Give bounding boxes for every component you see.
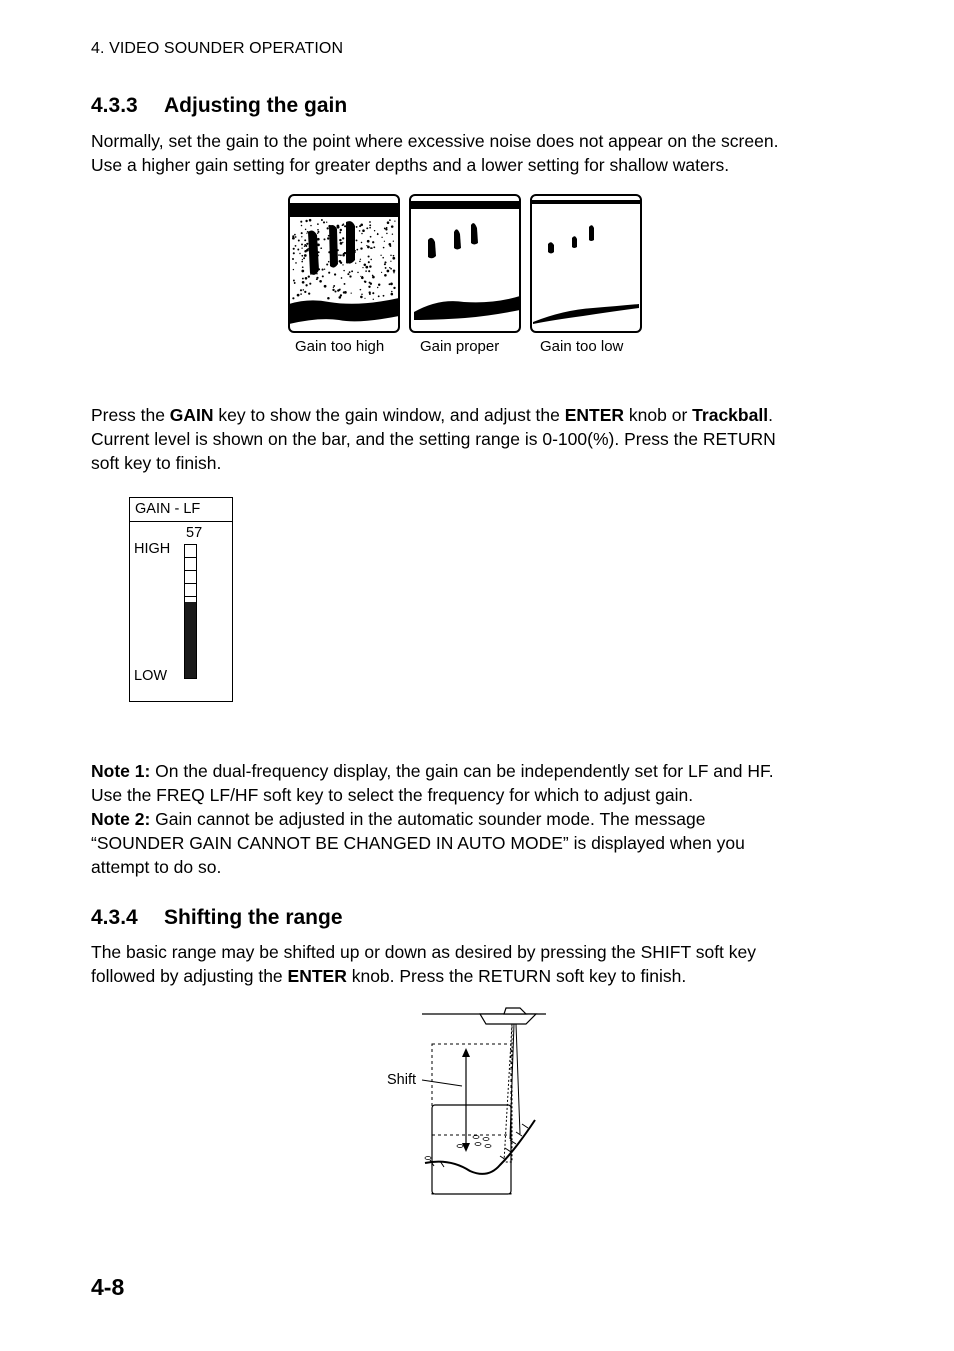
shift-range-diagram xyxy=(380,998,550,1198)
gain-high-label: HIGH xyxy=(134,541,171,557)
shift-label: Shift xyxy=(387,1072,417,1088)
shifted-range-frame xyxy=(432,1105,511,1194)
intro-paragraph: Normally, set the gain to the point where excessive noise does not appear on the screen. Use a higher gain setting for greater depths and a lower setting for shallow waters. xyxy=(91,131,779,175)
gain-level-fill xyxy=(185,602,196,678)
gain-too-high-screen xyxy=(289,195,399,332)
shift-leader-line xyxy=(422,1080,462,1086)
section-heading-4-3-4: 4.3.4 Shifting the range xyxy=(91,906,343,929)
fish-icons xyxy=(425,1136,491,1160)
gain-level-bar xyxy=(184,544,197,679)
caption-gain-too-low: Gain too low xyxy=(540,338,624,355)
enter-knob-label: ENTER xyxy=(564,405,625,425)
gain-proper-screen xyxy=(410,195,520,332)
notes-block: Note 1: On the dual-frequency display, the gain can be independently set for LF and HF. Use the FREQ LF/HF soft key to select the frequency for which to adjust gain. Note 2: Gain cannot be adjusted in the automatic sounder mode. The message “SOUNDER GAIN CANNOT BE CHANGED IN AUTO MODE” is displayed when you attempt to do so. xyxy=(91,761,774,877)
gain-value: 57 xyxy=(186,525,203,541)
running-header: 4. VIDEO SOUNDER OPERATION xyxy=(91,40,344,57)
caption-gain-proper: Gain proper xyxy=(420,338,500,355)
gain-window-title: GAIN - LF xyxy=(130,498,232,522)
section-heading-4-3-3: 4.3.3 Adjusting the gain xyxy=(91,94,348,117)
gain-instructions: Press the GAIN key to show the gain window, and adjust the ENTER knob or Trackball. Current level is shown on the bar, and the setting range is 0-100(%). Press the RETURN soft key to finish. xyxy=(91,405,776,473)
boat-icon xyxy=(480,1014,536,1024)
page-number: 4-8 xyxy=(91,1274,125,1300)
gain-comparison-illustration xyxy=(286,192,646,337)
gain-low-label: LOW xyxy=(134,668,168,684)
gain-too-low-screen xyxy=(531,195,641,332)
enter-knob-label-2: ENTER xyxy=(287,966,347,986)
shift-paragraph: The basic range may be shifted up or down as desired by pressing the SHIFT soft key followed by adjusting the ENTER knob. Press the RETURN soft key to finish. xyxy=(91,942,757,986)
note2-label: Note 2: xyxy=(91,809,151,829)
trackball-label: Trackball xyxy=(692,405,769,425)
caption-gain-too-high: Gain too high xyxy=(295,338,385,355)
gain-window xyxy=(129,497,233,702)
note1-label: Note 1: xyxy=(91,761,151,781)
seabed-profile xyxy=(425,1120,535,1174)
gain-key-label: GAIN xyxy=(169,405,214,425)
